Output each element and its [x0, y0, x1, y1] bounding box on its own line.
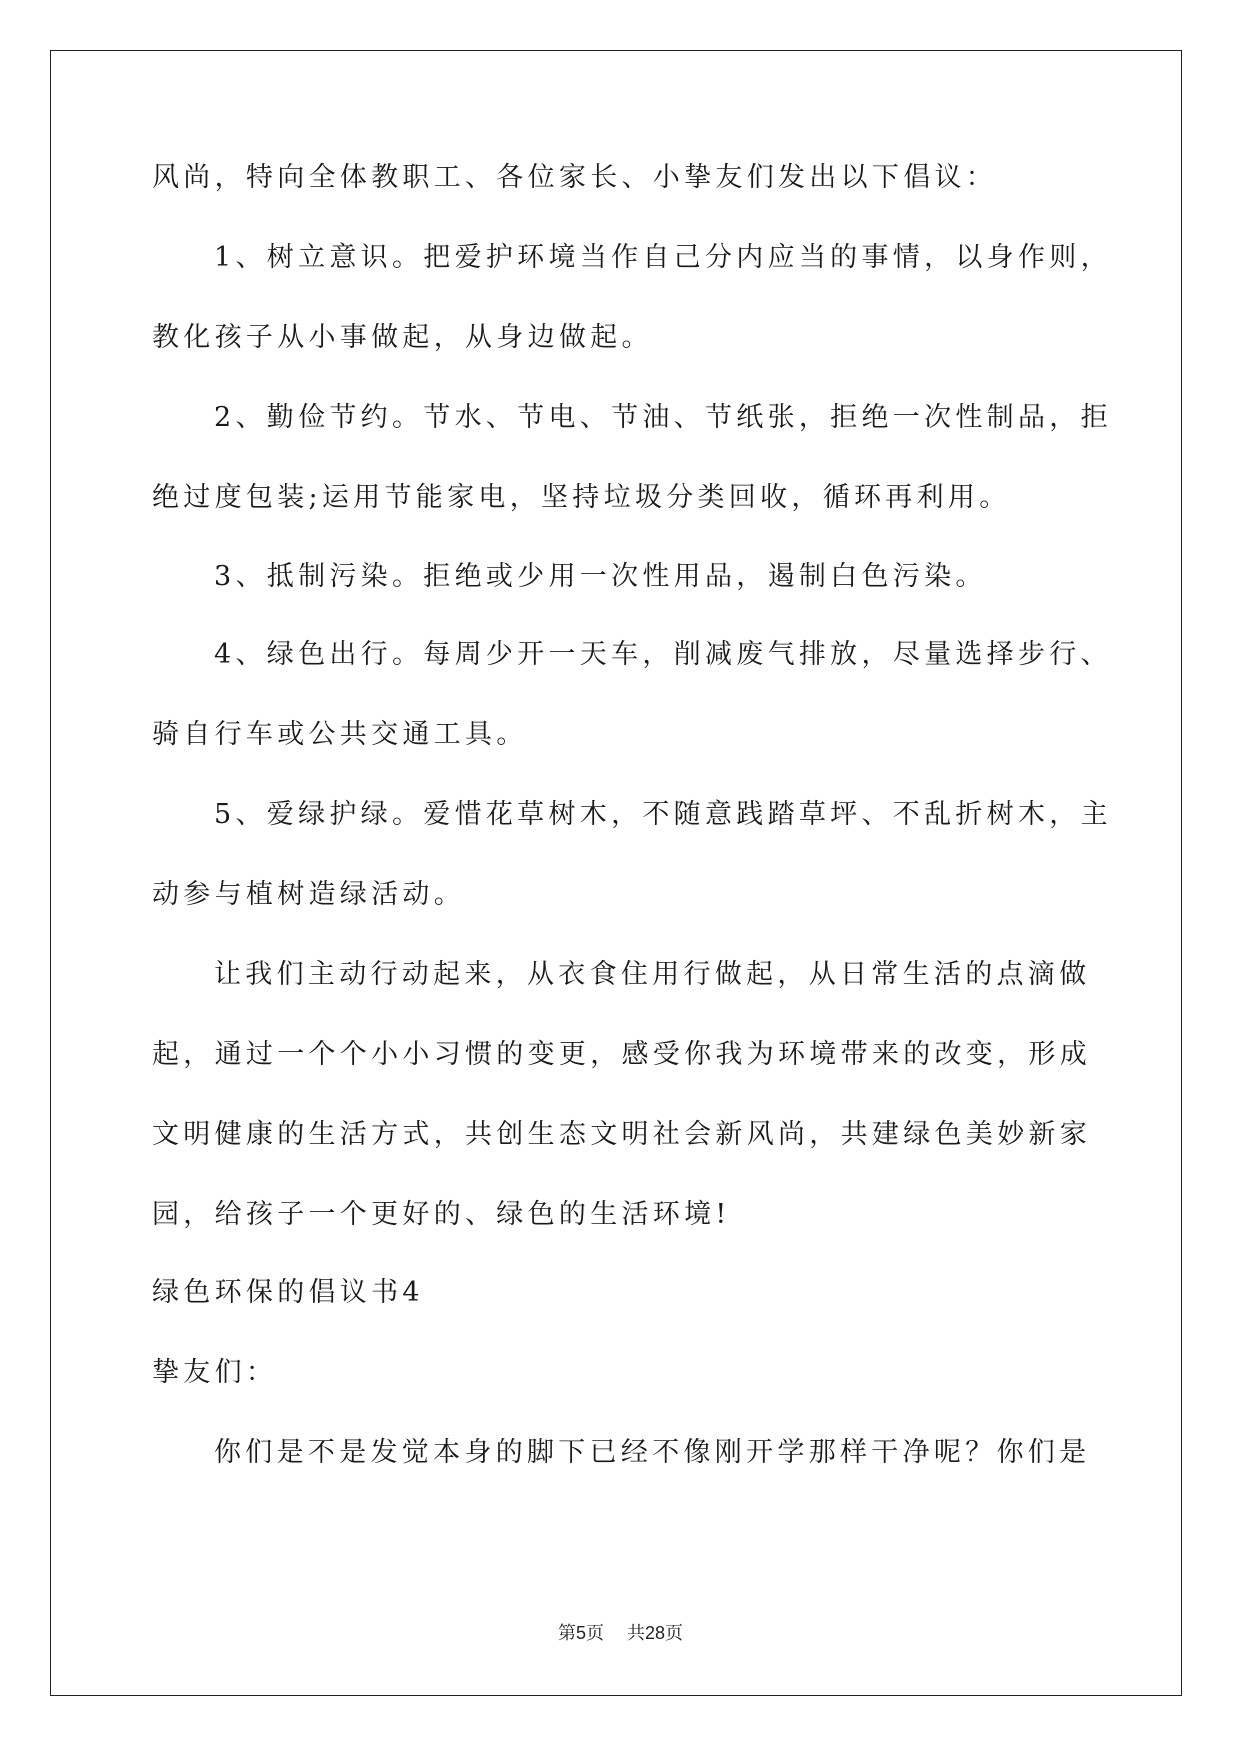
text-line: 园，给孩子一个更好的、绿色的生活环境!	[152, 1199, 731, 1230]
total-pages: 28	[644, 1623, 665, 1643]
total-prefix: 共	[626, 1623, 645, 1644]
text-line: 你们是不是发觉本身的脚下已经不像刚开学那样干净呢？你们是	[214, 1437, 1091, 1468]
text-line: 起，通过一个个小小习惯的变更，感受你我为环境带来的改变，形成	[152, 1039, 1091, 1070]
page-footer	[0, 1619, 1241, 1645]
text-line: 让我们主动行动起来，从衣食住用行做起，从日常生活的点滴做	[214, 959, 1091, 990]
page-number: 5	[576, 1623, 587, 1643]
text-line: 文明健康的生活方式，共创生态文明社会新风尚，共建绿色美妙新家	[152, 1119, 1091, 1150]
text-line: 风尚，特向全体教职工、各位家长、小挚友们发出以下倡议：	[152, 162, 998, 193]
page-prefix: 第	[558, 1623, 577, 1644]
text-line: 1、树立意识。把爱护环境当作自己分内应当的事情，以身作则，	[214, 242, 1112, 273]
page-suffix: 页	[586, 1623, 605, 1644]
text-line: 5、爱绿护绿。爱惜花草树木，不随意践踏草坪、不乱折树木，主	[214, 799, 1112, 830]
total-suffix: 页	[664, 1623, 683, 1644]
section-heading: 绿色环保的倡议书4	[152, 1277, 424, 1308]
text-line: 4、绿色出行。每周少开一天车，削减废气排放，尽量选择步行、	[214, 639, 1112, 670]
text-line: 2、勤俭节约。节水、节电、节油、节纸张，拒绝一次性制品，拒	[214, 402, 1112, 433]
text-line: 教化孩子从小事做起，从身边做起。	[152, 322, 653, 353]
text-line: 骑自行车或公共交通工具。	[152, 719, 528, 750]
salutation: 挚友们：	[152, 1357, 278, 1388]
text-line: 3、抵制污染。拒绝或少用一次性用品，遏制白色污染。	[214, 561, 987, 592]
text-line: 绝过度包装;运用节能家电，坚持垃圾分类回收，循环再利用。	[152, 482, 1011, 513]
text-line: 动参与植树造绿活动。	[152, 879, 465, 910]
